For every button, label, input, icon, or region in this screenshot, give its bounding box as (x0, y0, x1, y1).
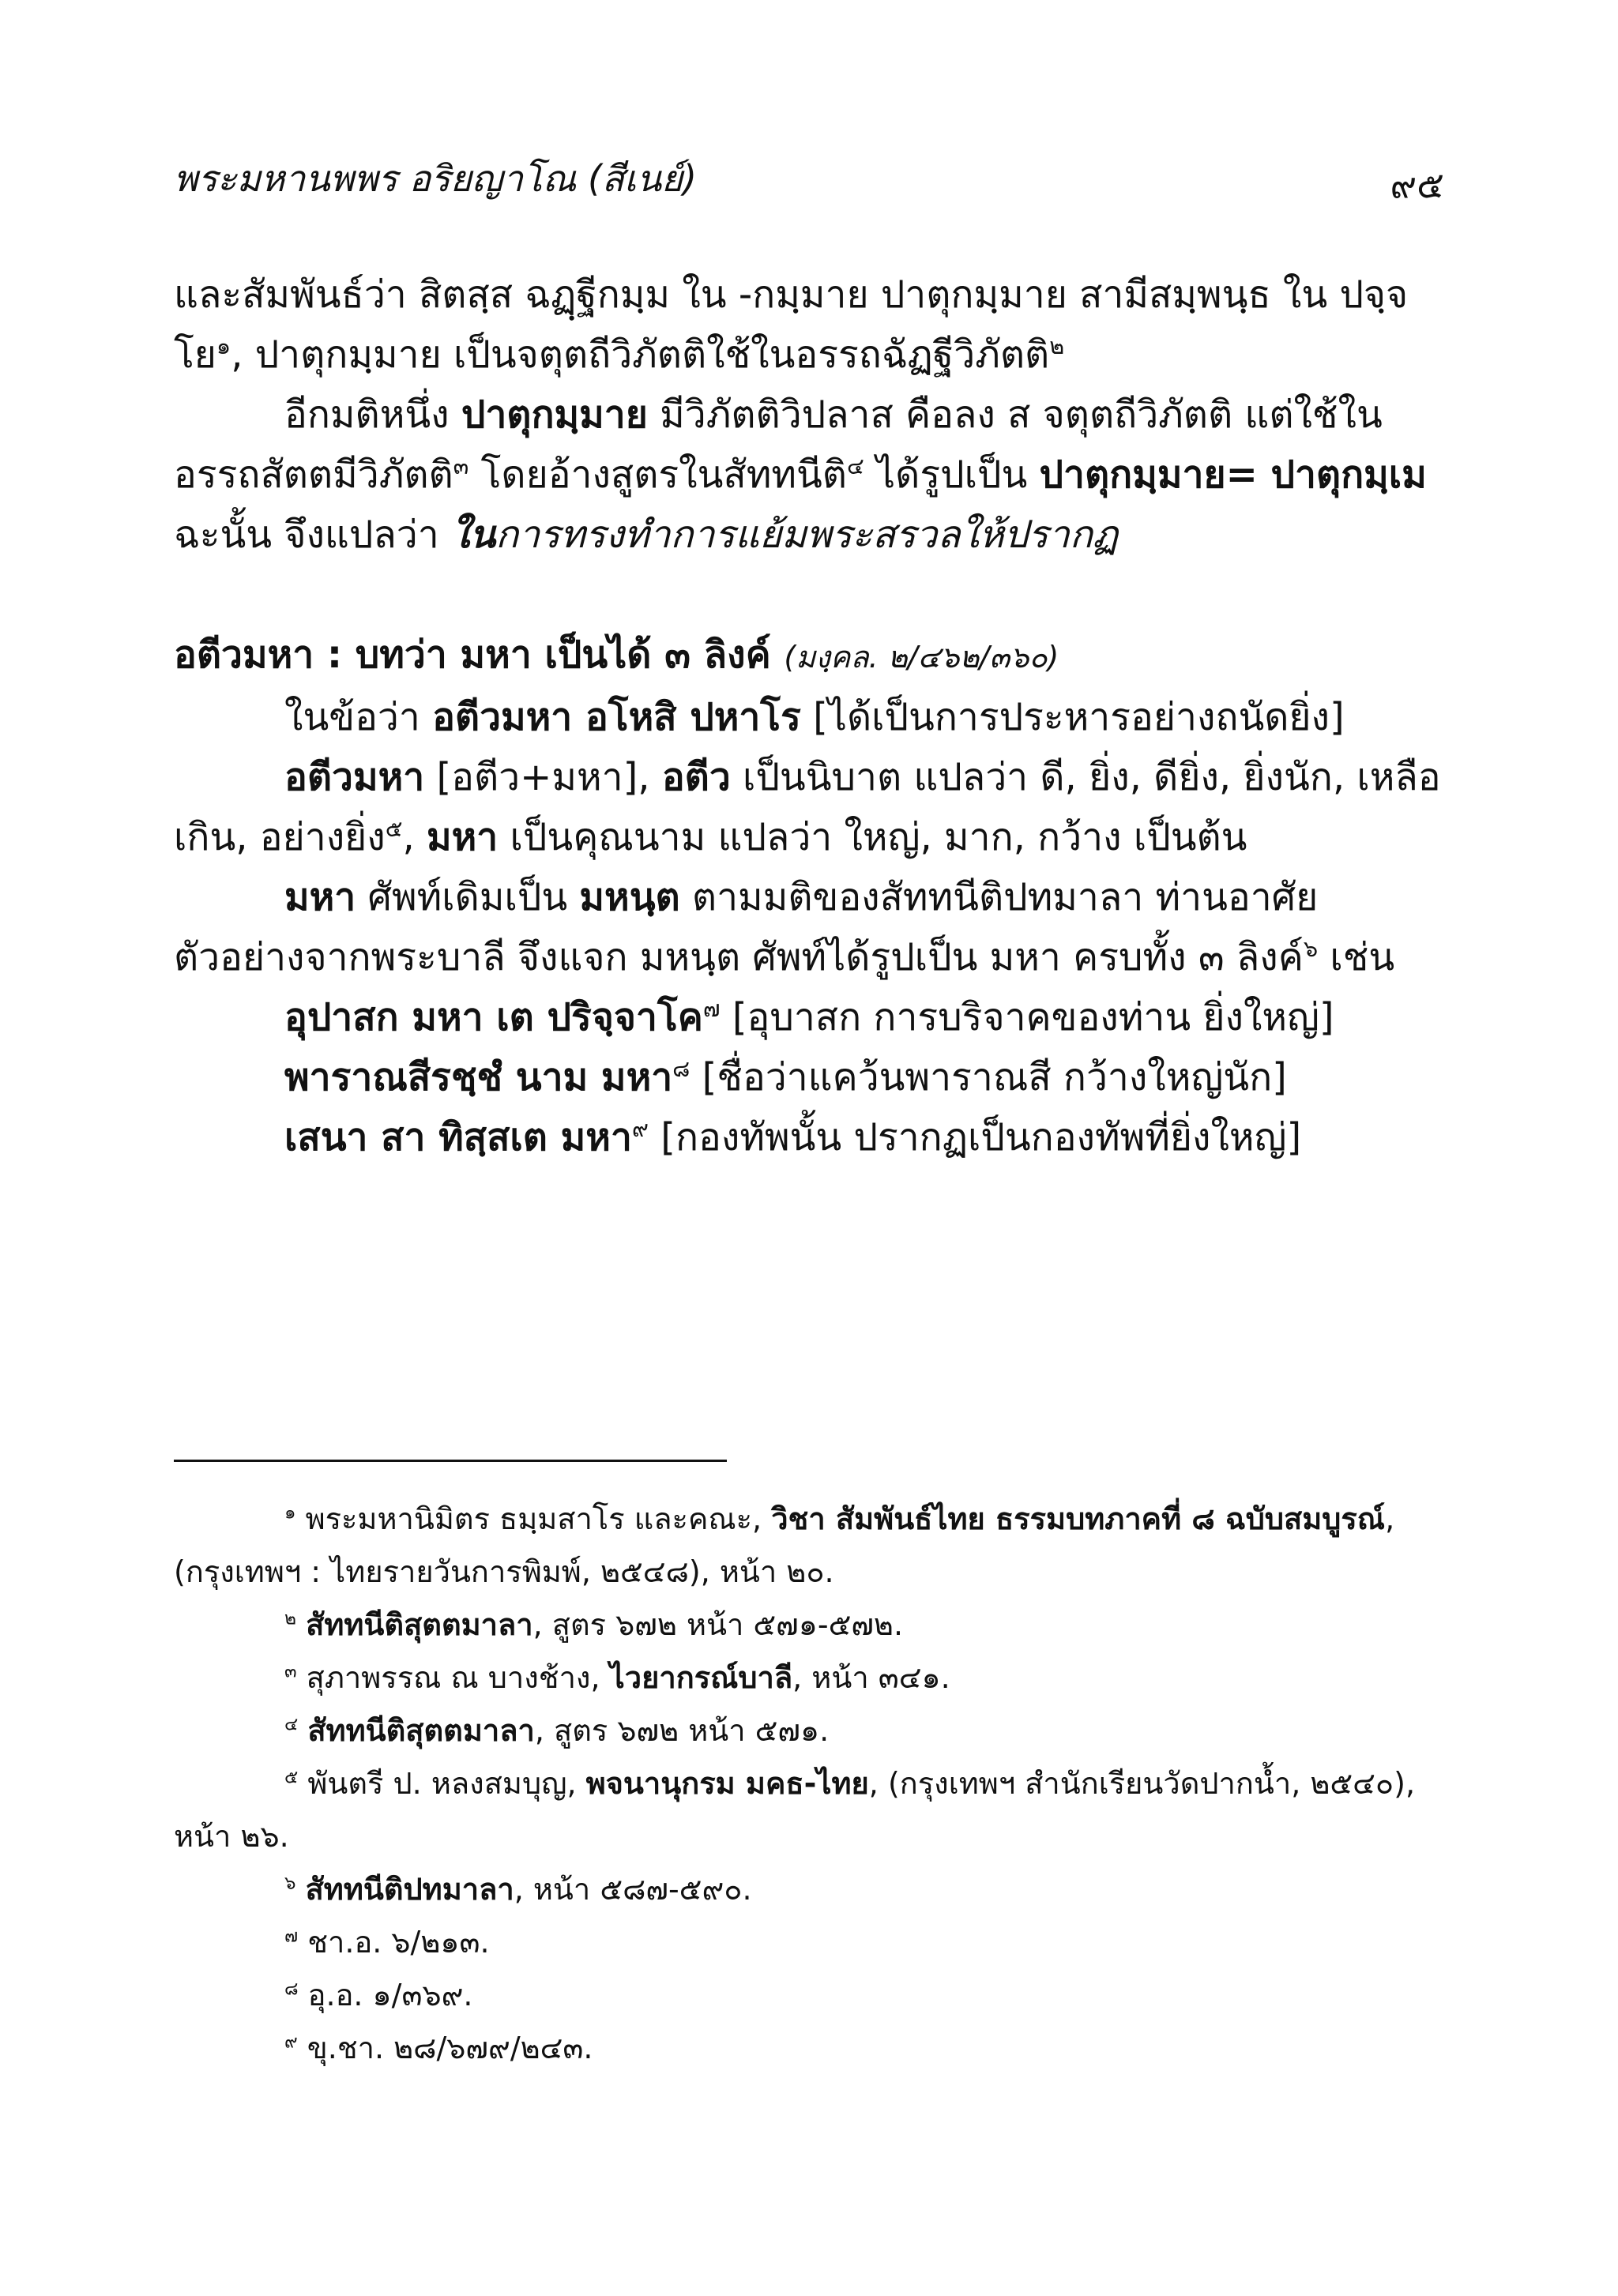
text: ศัพท์เดิมเป็น (356, 875, 580, 919)
heading-text: อตีวมหา : บทว่า มหา เป็นได้ ๓ ลิงค์ (174, 633, 771, 677)
bold-title: วิชา สัมพันธ์ไทย ธรรมบทภาคที่ ๘ ฉบับสมบูรณ์ (771, 1501, 1386, 1536)
text: ชา.อ. ๖/๒๑๓. (298, 1925, 490, 1960)
text: และสัมพันธ์ว่า สิตสฺส ฉฏฺฐีกมฺม ใน -กมฺมาย ปาตุกมฺมาย สามีสมฺพนฺธ ใน ปจฺจโย (174, 272, 1409, 377)
text: [อตีว+มหา], (424, 755, 662, 799)
section-heading (174, 625, 1444, 687)
bold-title: สัททนีติปทมาลา (305, 1872, 514, 1907)
text (296, 1607, 306, 1642)
footnote (174, 2022, 1444, 2075)
footnote-ref: ๑ (216, 333, 231, 359)
text: ขุ.ชา. ๒๘/๖๗๙/๒๔๓. (297, 2031, 593, 2065)
spacer (174, 565, 1444, 625)
footnote (174, 1916, 1444, 1969)
text: [ชื่อว่าแคว้นพาราณสี กว้างใหญ่นัก] (690, 1055, 1287, 1099)
text: ฉะนั้น จึงแปลว่า (174, 513, 451, 557)
text: เช่น (1318, 935, 1395, 979)
footnote-ref: ๔ (846, 453, 864, 479)
running-head-author: พระมหานพพร อริยญาโณ (สีเนย์) (174, 157, 698, 200)
bold-italic-text: ใน (450, 513, 496, 557)
text: [ได้เป็นการประหารอย่างถนัดยิ่ง] (800, 695, 1345, 739)
bold-title: สัททนีติสุตตมาลา (306, 1607, 533, 1642)
bold-title: สัททนีติสุตตมาลา (307, 1713, 535, 1748)
bold-term: มหา (284, 875, 356, 919)
text: , (กรุงเทพฯ : ไทยรายวันการพิมพ์, ๒๕๔๘), หน้า ๒๐. (174, 1501, 1395, 1589)
footnote-number: ๑ (284, 1502, 296, 1524)
body-text (174, 265, 1444, 1167)
footnote-ref: ๗ (702, 995, 721, 1022)
bold-term: อตีวมหา อโหสิ ปหาโร (432, 695, 801, 739)
bold-term: อตีว (661, 755, 731, 799)
footnote (174, 1493, 1444, 1599)
text: , หน้า ๕๘๗-๕๙๐. (514, 1872, 752, 1907)
text: โดยอ้างสูตรในสัททนีติ (468, 453, 847, 497)
bold-term: อุปาสก มหา เต ปริจฺจาโค (284, 995, 703, 1039)
text: เป็นคุณนาม แปลว่า ใหญ่, มาก, กว้าง เป็นต้น (498, 815, 1247, 859)
paragraph-1 (174, 265, 1444, 385)
example-2 (174, 1047, 1444, 1107)
bold-term: ปาตุกมฺมาย= ปาตุกมฺเม (1039, 453, 1427, 497)
footnote-number: ๖ (284, 1873, 296, 1894)
text: , หน้า ๓๔๑. (792, 1660, 950, 1695)
text (298, 1713, 307, 1748)
bold-term: มหนฺต (579, 875, 680, 919)
heading-reference: (มงฺคล. ๒/๔๖๒/๓๖๐) (784, 640, 1059, 675)
text: สุภาพรรณ ณ บางช้าง, (296, 1660, 610, 1695)
text: , (กรุงเทพฯ สำนักเรียนวัดปากน้ำ, ๒๕๔๐), หน้า ๒๖. (174, 1766, 1416, 1854)
footnote-ref: ๒ (1049, 333, 1065, 359)
footnote-ref: ๓ (453, 453, 469, 479)
example-1 (174, 987, 1444, 1047)
text: พันตรี ป. หลงสมบุญ, (298, 1766, 586, 1801)
page-number: ๙๕ (1390, 163, 1444, 206)
footnote (174, 1863, 1444, 1916)
text: อุ.อ. ๑/๓๖๙. (298, 1978, 473, 2012)
footnote-ref: ๖ (1303, 935, 1319, 962)
text: [กองทัพนั้น ปรากฏเป็นกองทัพที่ยิ่งใหญ่] (649, 1115, 1302, 1159)
footnote-number: ๕ (284, 1767, 299, 1788)
text (295, 1872, 305, 1907)
bold-term: พาราณสีรชฺชํ นาม มหา (284, 1055, 673, 1099)
bold-term: ปาตุกมฺมาย (461, 393, 648, 437)
footnote (174, 1704, 1444, 1757)
text: [อุบาสก การบริจาคของท่าน ยิ่งใหญ่] (720, 995, 1334, 1039)
italic-text: การทรงทำการแย้มพระสรวลให้ปรากฏ (495, 513, 1119, 557)
footnotes (174, 1493, 1444, 2075)
paragraph-3 (174, 687, 1444, 747)
paragraph-2 (174, 385, 1444, 565)
paragraph-4 (174, 747, 1444, 867)
text: , ปาตุกมฺมาย เป็นจตุตถีวิภัตติใช้ในอรรถฉัฏฐีวิภัตติ (231, 333, 1050, 377)
footnote-separator (174, 1460, 727, 1462)
text: อีกมติหนึ่ง (284, 393, 461, 437)
footnote-number: ๙ (284, 2031, 298, 2053)
footnote-number: ๗ (284, 1926, 299, 1947)
text: , (402, 815, 427, 859)
footnote-ref: ๕ (385, 815, 403, 842)
text: , สูตร ๖๗๒ หน้า ๕๗๑-๕๗๒. (532, 1607, 904, 1642)
footnote (174, 1652, 1444, 1704)
footnote-number: ๘ (284, 1978, 299, 2000)
bold-term: อตีวมหา (284, 755, 425, 799)
footnote-number: ๓ (284, 1661, 297, 1682)
text: มีวิภัตติวิปลาส คือลง ส จตุตถีวิภัตติ แต่ใช้ในอรรถสัตตมีวิภัตติ (174, 393, 1383, 497)
footnote-number: ๔ (284, 1714, 299, 1735)
text: พระมหานิมิตร ธมฺมสาโร และคณะ, (295, 1501, 772, 1536)
footnote-ref: ๙ (631, 1115, 649, 1142)
paragraph-5 (174, 867, 1444, 987)
page-header (174, 150, 1444, 205)
bold-term: มหา (427, 815, 499, 859)
text: ได้รูปเป็น (864, 453, 1040, 497)
bold-term: เสนา สา ทิสฺสเต มหา (284, 1115, 632, 1159)
text: ตามมติของสัททนีติปทมาลา ท่านอาศัยตัวอย่างจากพระบาลี จึงแจก มหนฺต ศัพท์ได้รูปเป็น มหา ครบทั้ง ๓ ลิงค์ (174, 875, 1319, 979)
text: ในข้อว่า (284, 695, 433, 739)
footnote (174, 1599, 1444, 1652)
footnote-ref: ๘ (672, 1055, 690, 1082)
bold-title: พจนานุกรม มคธ-ไทย (585, 1766, 869, 1801)
example-3 (174, 1107, 1444, 1167)
bold-title: ไวยากรณ์บาลี (609, 1660, 793, 1695)
text: เป็นนิบาต แปลว่า ดี, ยิ่ง, ดียิ่ง, ยิ่งนัก, เหลือเกิน, อย่างยิ่ง (174, 755, 1441, 859)
footnote (174, 1757, 1444, 1863)
footnote-number: ๒ (284, 1608, 297, 1629)
text: , สูตร ๖๗๒ หน้า ๕๗๑. (534, 1713, 830, 1748)
footnote (174, 1969, 1444, 2022)
